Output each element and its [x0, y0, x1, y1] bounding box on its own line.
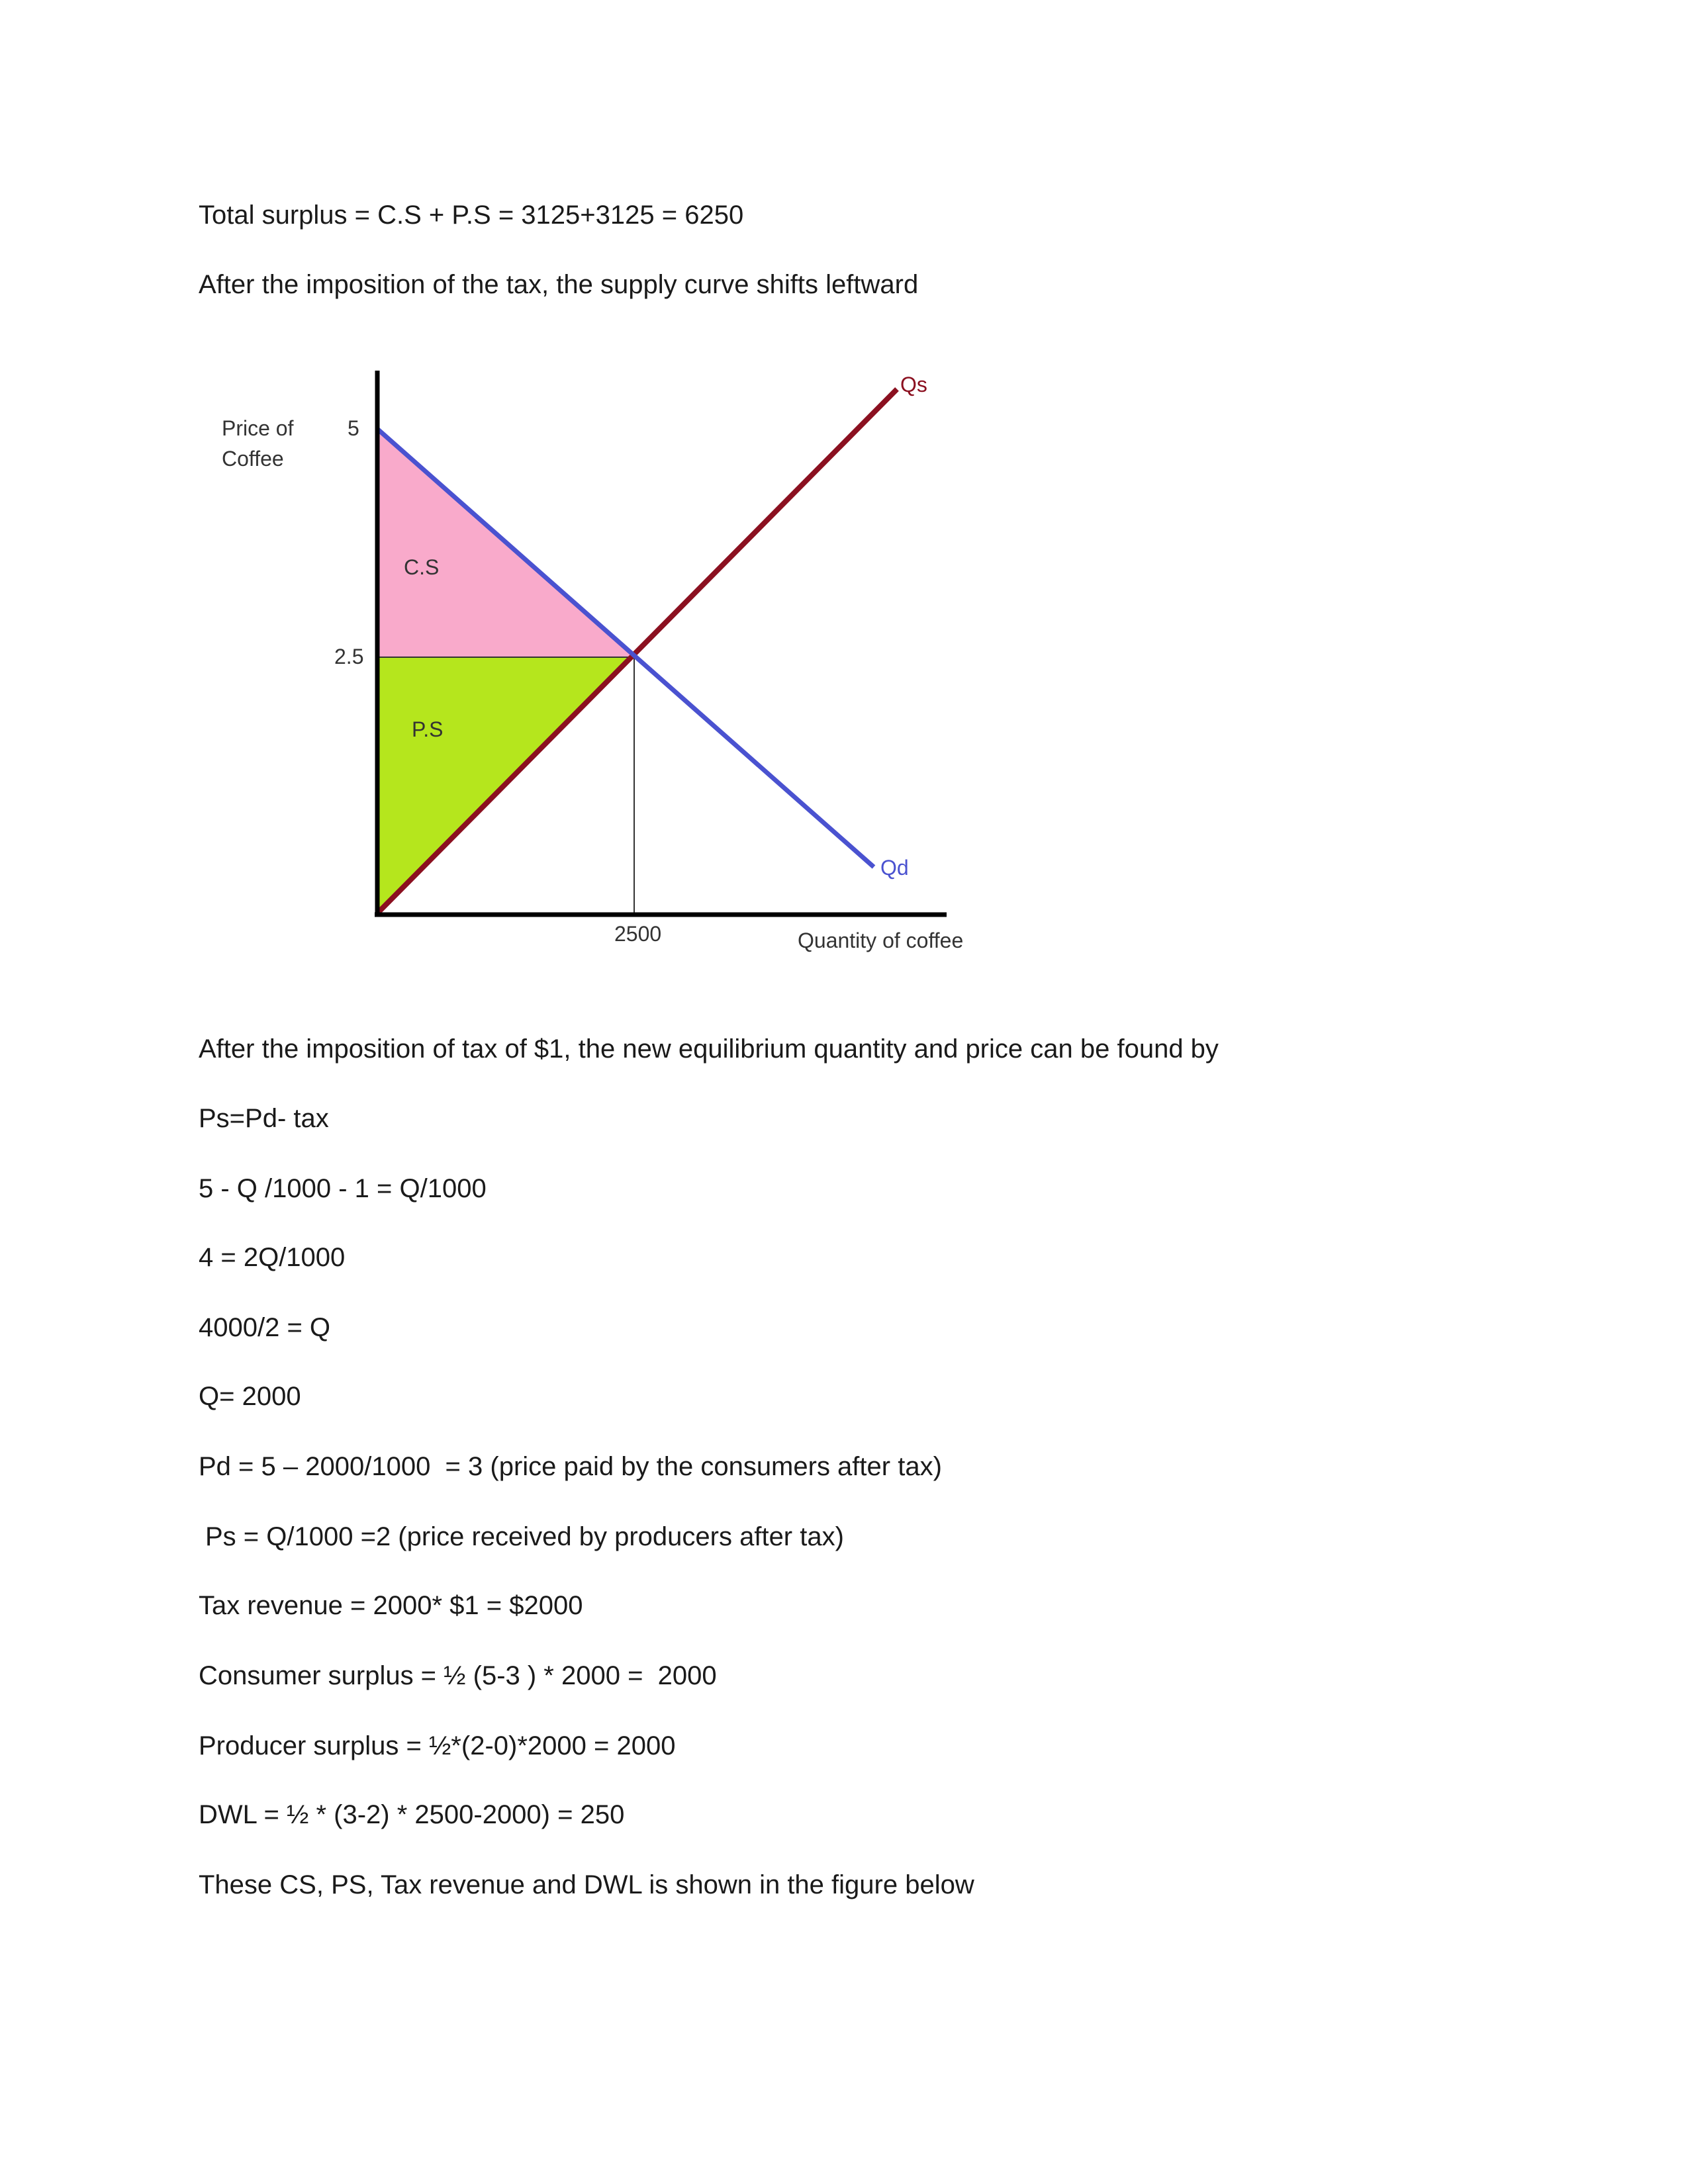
supply-curve-label: Qs — [900, 373, 927, 396]
equation-5: Q= 2000 — [199, 1382, 301, 1411]
equation-3: 4 = 2Q/1000 — [199, 1243, 346, 1272]
equation-4: 4000/2 = Q — [199, 1313, 331, 1342]
demand-curve-label: Qd — [880, 856, 909, 880]
consumer-surplus-label: C.S — [404, 555, 440, 579]
price-paid-text: Pd = 5 – 2000/1000 = 3 (price paid by the consumers after tax) — [199, 1452, 942, 1481]
equation-1: Ps=Pd- tax — [199, 1104, 329, 1133]
surplus-diagram — [199, 357, 1026, 973]
new-equilibrium-text: After the imposition of tax of $1, the new equilibrium quantity and price can be found by — [199, 1034, 1219, 1064]
x-tick-eq: 2500 — [614, 922, 662, 946]
x-axis-label: Quantity of coffee — [798, 929, 964, 952]
closing-text: These CS, PS, Tax revenue and DWL is shown in the figure below — [199, 1870, 974, 1899]
producer-surplus-text: Producer surplus = ½*(2-0)*2000 = 2000 — [199, 1731, 676, 1760]
equation-2: 5 - Q /1000 - 1 = Q/1000 — [199, 1174, 487, 1203]
consumer-surplus-text: Consumer surplus = ½ (5-3 ) * 2000 = 2000 — [199, 1661, 717, 1690]
producer-surplus-label: P.S — [412, 717, 444, 741]
price-received-text: Ps = Q/1000 =2 (price received by producers after tax) — [205, 1522, 844, 1551]
tax-revenue-text: Tax revenue = 2000* $1 = $2000 — [199, 1591, 583, 1620]
supply-shift-text: After the imposition of the tax, the supply curve shifts leftward — [199, 270, 919, 299]
y-tick-mid: 2.5 — [334, 645, 364, 668]
y-axis-label-line2: Coffee — [222, 447, 284, 471]
dwl-text: DWL = ½ * (3-2) * 2500-2000) = 250 — [199, 1800, 625, 1829]
total-surplus-text: Total surplus = C.S + P.S = 3125+3125 = 6250 — [199, 201, 744, 230]
y-axis-label-line1: Price of — [222, 416, 294, 440]
y-tick-high: 5 — [348, 416, 359, 440]
